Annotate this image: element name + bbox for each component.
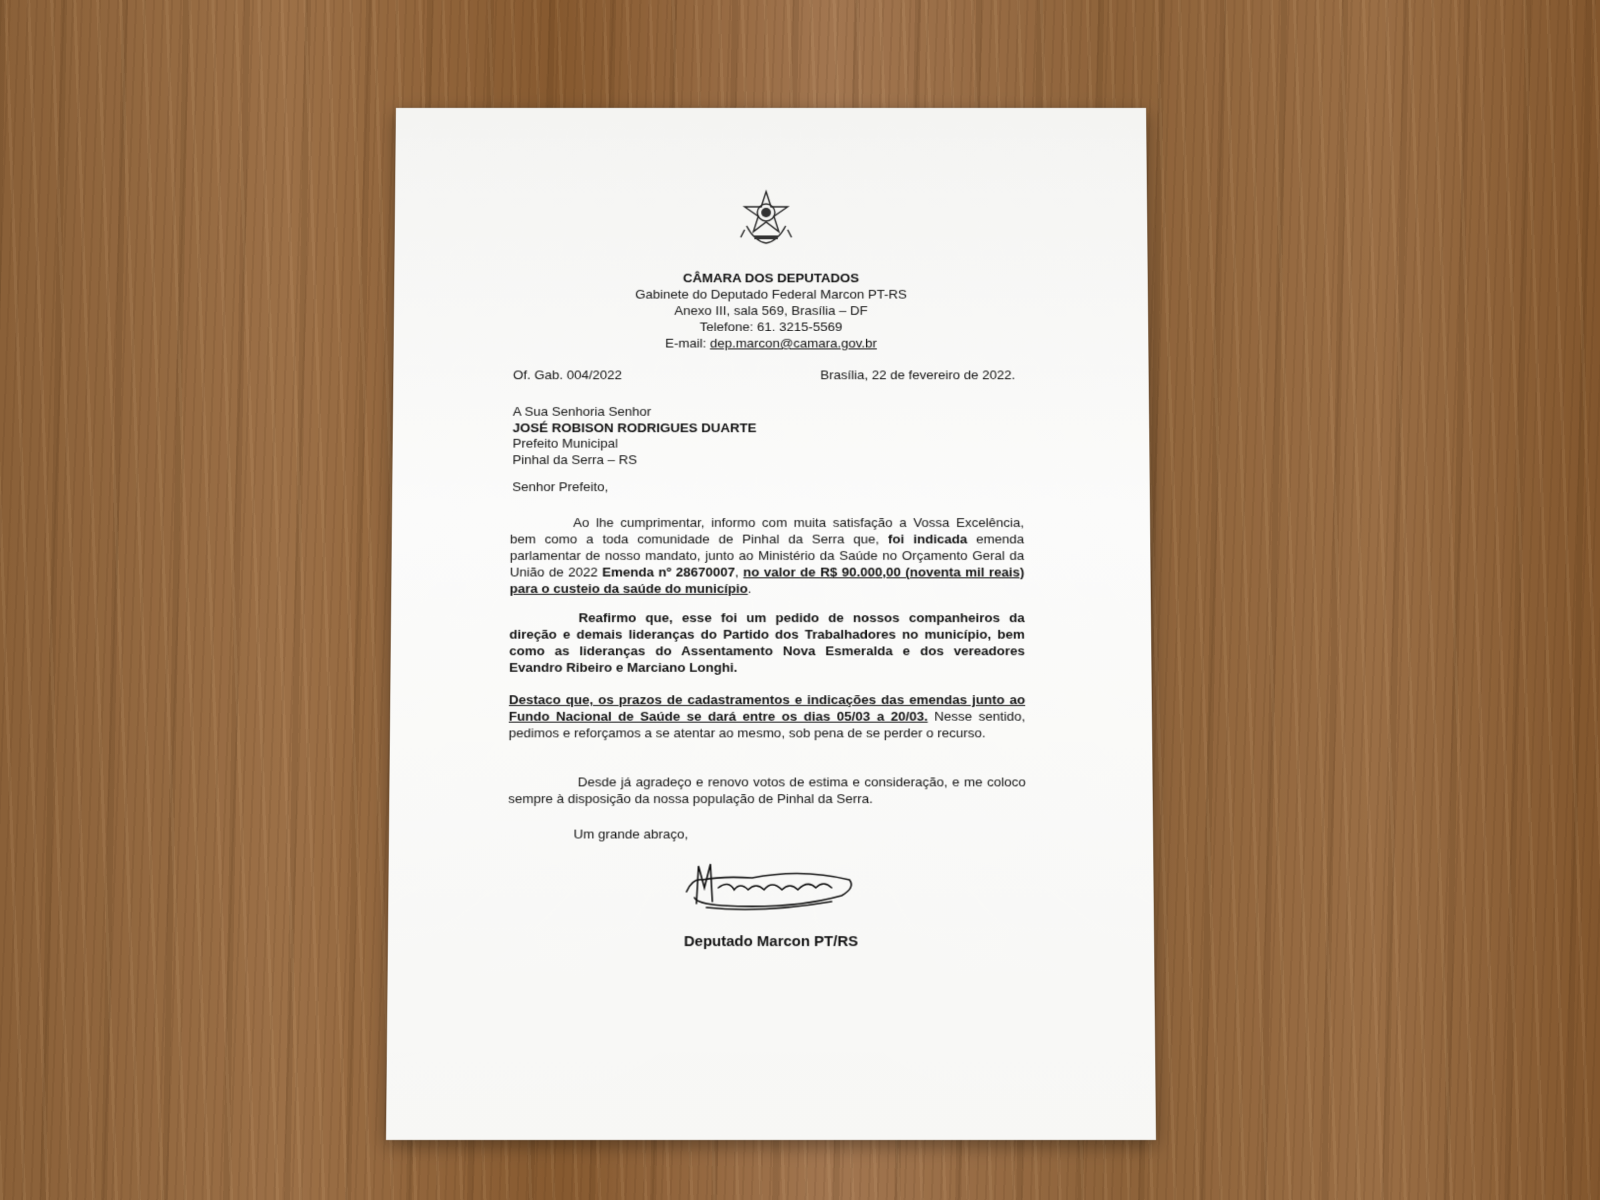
date-line: Brasília, 22 de fevereiro de 2022. xyxy=(820,367,1016,383)
paragraph-2-text: Reafirmo que, esse xyxy=(578,610,721,626)
email-label: E-mail: xyxy=(665,335,710,351)
paragraph-2 xyxy=(509,609,1025,675)
signer-name: Deputado Marcon PT/RS xyxy=(683,933,859,951)
paragraph-1-text: , xyxy=(735,564,744,580)
paragraph-2-text: foi um pedido de nossos companheiros da direção e demais lideranças do Partido dos Trabalhadores no município, bem como as lideranças do Assentamento Nova Esmeralda e dos vereadores Evandro Ribeiro e Marciano Longhi. xyxy=(509,610,1025,675)
reference-row xyxy=(513,368,1015,382)
letter-page xyxy=(386,108,1156,1140)
paragraph-4: Desde já agradeço e renovo votos de estima e consideração, e me coloco sempre à disposição da nossa população de Pinhal da Serra. xyxy=(508,774,1026,807)
handwritten-signature xyxy=(682,858,857,915)
org-name: CÂMARA DOS DEPUTADOS xyxy=(682,270,860,286)
paragraph-1-text: . xyxy=(747,581,752,596)
email-link[interactable]: dep.marcon@camara.gov.br xyxy=(709,335,877,351)
greeting: Senhor Prefeito, xyxy=(512,479,609,494)
recipient-name: JOSÉ ROBISON RODRIGUES DUARTE xyxy=(512,420,757,435)
reference-number: Of. Gab. 004/2022 xyxy=(512,367,623,383)
recipient-place: Pinhal da Serra – RS xyxy=(512,451,638,467)
brazil-coat-of-arms-icon xyxy=(735,188,798,249)
paragraph-3 xyxy=(509,691,1026,741)
paragraph-1-bold: foi indicada xyxy=(888,531,968,547)
amendment-value: no valor de R$ 90.000,00 (noventa mil reais) para o custeio da saúde do município xyxy=(509,564,1025,596)
closing: Um grande abraço, xyxy=(573,826,689,842)
paragraph-1-text: emenda parlamentar de nosso mandato, junto ao Ministério da Saúde no Orçamento Geral da União de 2022 xyxy=(509,531,1025,580)
office-phone: Telefone: 61. 3215-5569 xyxy=(699,319,843,335)
paragraph-1-text: Ao lhe cumprimentar, informo com muita satisfação a Vossa Excelência, bem como a toda comunidade de Pinhal da Serra que, xyxy=(509,515,1025,547)
office-email-line xyxy=(394,335,1149,351)
deadline-notice: Destaco que, os prazos de cadastramentos e indicações das emendas junto ao Fundo Nacional de Saúde se dará entre os dias 05/03 a 20/03. xyxy=(508,692,1026,724)
amendment-number: Emenda nº 28670007 xyxy=(602,564,736,580)
recipient-block xyxy=(512,404,756,468)
letterhead xyxy=(394,270,1149,351)
office-name: Gabinete do Deputado Federal Marcon PT-RS xyxy=(635,287,907,302)
office-address: Anexo III, sala 569, Brasília – DF xyxy=(674,303,868,318)
paragraph-3-text: Nesse sentido, pedimos e reforçamos a se atentar ao mesmo, sob pena de se perder o recurso. xyxy=(508,708,1026,741)
recipient-salutation: A Sua Senhoria Senhor xyxy=(512,404,652,419)
paragraph-1 xyxy=(510,514,1025,596)
recipient-role: Prefeito Municipal xyxy=(512,436,619,451)
